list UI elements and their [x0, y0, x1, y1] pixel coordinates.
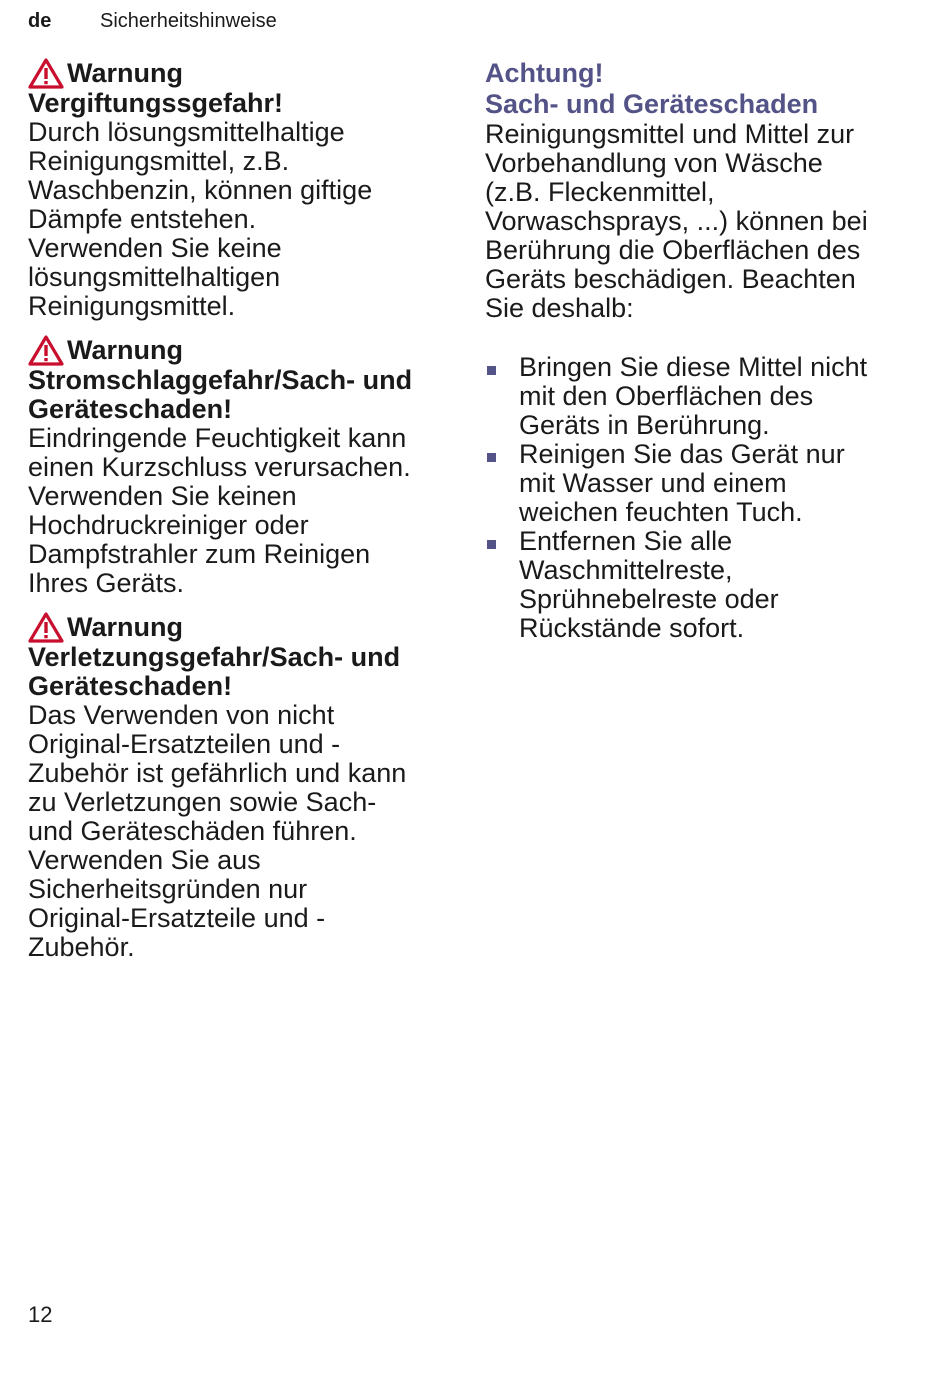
warning-body — [28, 424, 453, 598]
body-line: Ihres Geräts. — [28, 568, 185, 598]
body-line: Reinigungsmittel und Mittel zur — [485, 119, 855, 149]
warning-subtitle: Verletzungsgefahr/Sach- und — [28, 642, 401, 672]
warning-label: Warnung — [67, 58, 183, 88]
bullet-line: Sprühnebelreste oder — [519, 584, 779, 614]
body-line: Verwenden Sie keine — [28, 233, 282, 263]
bullet-line: Rückstände sofort. — [519, 613, 745, 643]
warning-block — [28, 335, 453, 598]
warning-heading — [28, 612, 453, 643]
warning-triangle-icon — [28, 58, 64, 89]
body-line: einen Kurzschluss verursachen. — [28, 452, 411, 482]
body-line: Sicherheitsgründen nur — [28, 874, 308, 904]
square-bullet-icon — [487, 453, 496, 462]
warning-body — [28, 118, 453, 321]
body-line: zu Verletzungen sowie Sach- — [28, 787, 377, 817]
warning-block — [28, 58, 453, 321]
square-bullet-icon — [487, 540, 496, 549]
body-line: Dämpfe entstehen. — [28, 204, 257, 234]
notice-heading: Achtung! — [485, 58, 604, 88]
body-line: Reinigungsmittel. — [28, 291, 236, 321]
list-item — [485, 440, 905, 527]
body-line: Eindringende Feuchtigkeit kann — [28, 423, 407, 453]
body-line: Zubehör. — [28, 932, 135, 962]
body-line: Vorwaschsprays, ...) können bei — [485, 206, 868, 236]
bullet-line: weichen feuchten Tuch. — [519, 497, 803, 527]
notice-subheading: Sach- und Geräteschaden — [485, 89, 819, 119]
warning-subtitle: Geräteschaden! — [28, 394, 233, 424]
body-line: Das Verwenden von nicht — [28, 700, 335, 730]
body-line: Original-Ersatzteile und - — [28, 903, 326, 933]
bullet-line: mit Wasser und einem — [519, 468, 787, 498]
square-bullet-icon — [487, 366, 496, 375]
bullet-line: Bringen Sie diese Mittel nicht — [519, 352, 868, 382]
body-line: Dampfstrahler zum Reinigen — [28, 539, 371, 569]
bullet-line: Waschmittelreste, — [519, 555, 733, 585]
language-code: de — [28, 10, 52, 32]
bullet-line: Reinigen Sie das Gerät nur — [519, 439, 845, 469]
body-line: und Geräteschäden führen. — [28, 816, 357, 846]
warning-subtitle: Geräteschaden! — [28, 671, 233, 701]
warning-label: Warnung — [67, 612, 183, 642]
warning-subtitle: Vergiftungssgefahr! — [28, 88, 284, 118]
warning-block — [28, 612, 453, 962]
body-line: Hochdruckreiniger oder — [28, 510, 309, 540]
warning-heading — [28, 58, 453, 89]
body-line: Zubehör ist gefährlich und kann — [28, 758, 407, 788]
body-line: Original-Ersatzteilen und - — [28, 729, 341, 759]
body-line: Verwenden Sie keinen — [28, 481, 297, 511]
warning-body — [28, 701, 453, 962]
section-title: Sicherheitshinweise — [100, 10, 277, 32]
body-line: Reinigungsmittel, z.B. — [28, 146, 290, 176]
page-number: 12 — [28, 1302, 53, 1327]
bullet-line: mit den Oberflächen des — [519, 381, 814, 411]
warning-triangle-icon — [28, 612, 64, 643]
body-line: Durch lösungsmittelhaltige — [28, 117, 345, 147]
right-column — [485, 58, 905, 643]
body-line: Berührung die Oberflächen des — [485, 235, 861, 265]
bullet-line: Geräts in Berührung. — [519, 410, 770, 440]
warning-label: Warnung — [67, 335, 183, 365]
notice-body — [485, 120, 905, 323]
list-item — [485, 353, 905, 440]
body-line: lösungsmittelhaltigen — [28, 262, 281, 292]
body-line: Vorbehandlung von Wäsche — [485, 148, 823, 178]
warning-heading — [28, 335, 453, 366]
left-column — [28, 58, 453, 976]
body-line: Geräts beschädigen. Beachten — [485, 264, 856, 294]
notice-bullet-list — [485, 353, 905, 643]
bullet-line: Entfernen Sie alle — [519, 526, 733, 556]
body-line: Verwenden Sie aus — [28, 845, 261, 875]
warning-triangle-icon — [28, 335, 64, 366]
body-line: (z.B. Fleckenmittel, — [485, 177, 715, 207]
list-item — [485, 527, 905, 643]
warning-subtitle: Stromschlaggefahr/Sach- und — [28, 365, 413, 395]
body-line: Sie deshalb: — [485, 293, 634, 323]
body-line: Waschbenzin, können giftige — [28, 175, 373, 205]
